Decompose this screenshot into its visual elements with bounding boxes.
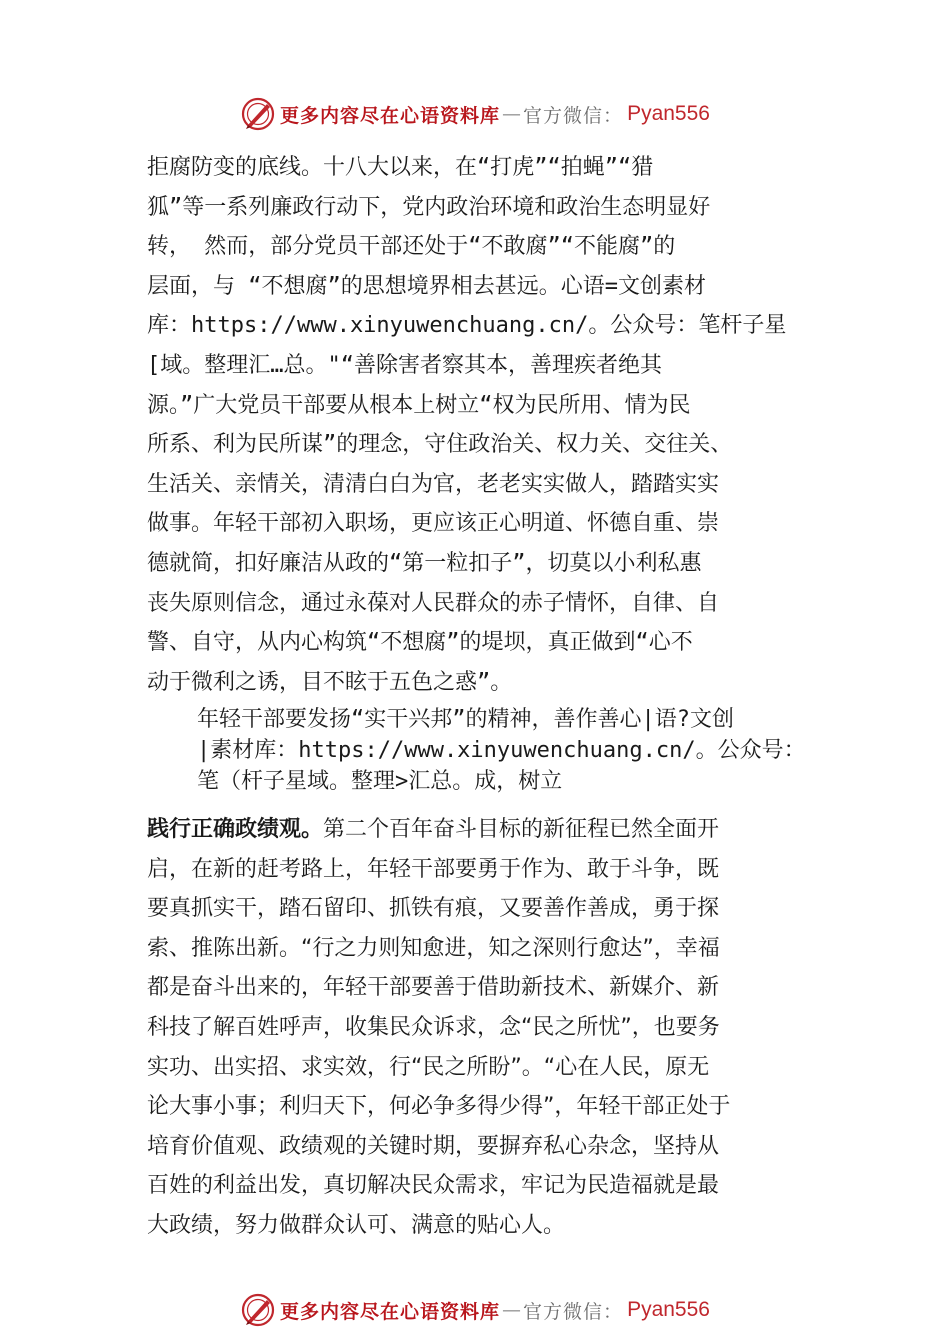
text-line: 动于微利之诱，目不眩于五色之惑”。 (147, 669, 513, 695)
text-line: 所系、利为民所谋”的理念，守住政治关、权力关、交往关、 (147, 432, 733, 458)
text-line: 第二个百年奋斗目标的新征程已然全面开 (323, 817, 720, 842)
text-line: 论大事小事；利归天下，何必争多得少得”，年轻干部正处于 (147, 1094, 731, 1120)
paragraph-1 (147, 148, 827, 702)
quote-line: 年轻干部要发扬“实干兴邦”的精神，善作善心|语?文创 (197, 707, 734, 732)
text-line: 丧失原则信念，通过永葆对人民群众的赤子情怀，自律、自 (147, 590, 720, 616)
text-line: 索、推陈出新。“行之力则知愈进，知之深则行愈达”，幸福 (147, 935, 720, 961)
quote-block (197, 704, 837, 797)
text-line: 百姓的利益出发，真切解决民众需求，牢记为民造福就是最 (147, 1173, 720, 1199)
text-line: 转， 然而，部分党员干部还处于“不敢腐”“不能腐”的 (147, 234, 676, 260)
text-line: 要真抓实干，踏石留印、抓铁有痕，又要善作善成，勇于探 (147, 896, 720, 922)
text-line: 科技了解百姓呼声，收集民众诉求，念“民之所忧”，也要务 (147, 1014, 720, 1040)
pen-logo-icon (240, 1292, 276, 1328)
text-line: 培育价值观、政绩观的关键时期，要摒弃私心杂念，坚持从 (147, 1133, 720, 1159)
text-line: 大政绩，努力做群众认可、满意的贴心人。 (147, 1212, 566, 1238)
text-line: 狐”等一系列廉政行动下，党内政治环境和政治生态明显好 (147, 194, 711, 220)
banner-brand: 更多内容尽在心语资料库 (280, 104, 501, 127)
banner-dash: — (502, 1299, 522, 1321)
paragraph-2 (147, 810, 827, 1246)
text-line: 生活关、亲情关，清清白白为官，老老实实做人，踏踏实实 (147, 471, 720, 497)
text-line: 做事。年轻干部初入职场，更应该正心明道、怀德自重、崇 (147, 511, 720, 537)
quote-line: |素材库：https://www.xinyuwenchuang.cn/。公众号： (197, 738, 806, 763)
footer-banner (0, 1290, 950, 1330)
banner-brand: 更多内容尽在心语资料库 (280, 1300, 501, 1323)
text-line: 层面，与 “不想腐”的思想境界相去甚远。心语=文创素材 (147, 273, 706, 299)
banner-dash: — (502, 103, 522, 125)
text-line: 警、自守，从内心构筑“不想腐”的堤坝，真正做到“心不 (147, 630, 693, 656)
banner-wechat-id: Pyan556 (627, 102, 710, 125)
banner-wechat-label: 官方微信： (523, 104, 624, 127)
text-line: 都是奋斗出来的，年轻干部要善于借助新技术、新媒介、新 (147, 975, 720, 1001)
header-banner (0, 94, 950, 134)
text-line: 启，在新的赶考路上，年轻干部要勇于作为、敢于斗争，既 (147, 856, 720, 882)
text-line: 德就简，扣好廉洁从政的“第一粒扣子”，切莫以小利私惠 (147, 550, 702, 576)
text-line: 库：https://www.xinyuwenchuang.cn/。公众号：笔杆子星 (147, 313, 787, 339)
section-lead-heading: 践行正确政绩观。 (147, 817, 324, 842)
pen-logo-icon (240, 96, 276, 132)
banner-wechat-label: 官方微信： (523, 1300, 624, 1323)
text-line: 实功、出实招、求实效，行“民之所盼”。“心在人民，原无 (147, 1054, 710, 1080)
quote-line: 笔（杆子星域。整理>汇总。成，树立 (197, 769, 563, 794)
banner-wechat-id: Pyan556 (627, 1298, 710, 1321)
text-line: 拒腐防变的底线。十八大以来，在“打虎”“拍蝇”“猎 (147, 155, 654, 180)
text-line: 源。”广大党员干部要从根本上树立“权为民所用、情为民 (147, 392, 691, 418)
text-line: [域。整理汇…总。"“善除害者察其本，善理疾者绝其 (147, 352, 662, 378)
